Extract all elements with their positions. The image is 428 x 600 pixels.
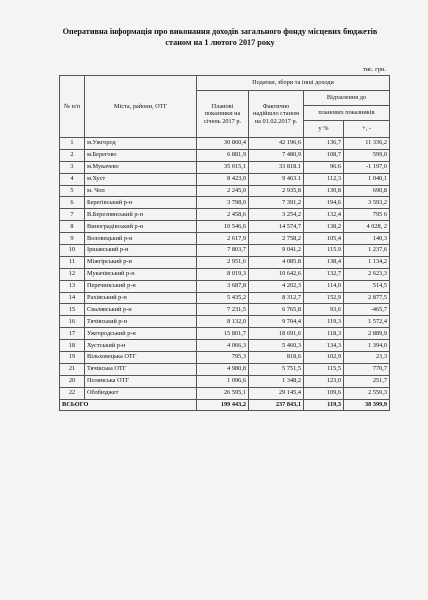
total-percent: 119,3 — [304, 399, 344, 411]
row-diff: 4 028, 2 — [344, 221, 390, 233]
table-row — [60, 352, 390, 364]
row-diff: 2 877,5 — [344, 292, 390, 304]
row-percent: 132,4 — [304, 209, 344, 221]
row-name: Рахівський р-н — [85, 292, 197, 304]
header-city: Міста, райони, ОТГ — [85, 76, 197, 138]
table-row — [60, 173, 390, 185]
table-row — [60, 221, 390, 233]
row-name: м. Чоп — [85, 185, 197, 197]
row-name: Тячівська ОТГ — [85, 363, 197, 375]
row-name: Мукачівський р-н — [85, 268, 197, 280]
header-deviation-sub: планових показників — [304, 106, 390, 121]
row-name: Воловецький р-н — [85, 233, 197, 245]
row-fact: 2 935,8 — [249, 185, 304, 197]
document-title: Оперативна інформація про виконання доходів загального фонду місцевих бюджетів станом на 1 лютого 2017 року — [62, 27, 378, 47]
total-plan: 199 443,2 — [197, 399, 249, 411]
row-plan: 8 019,3 — [197, 268, 249, 280]
table-row — [60, 268, 390, 280]
header-plan: Планові показники на січень 2017 р. — [197, 91, 249, 138]
table-row — [60, 256, 390, 268]
row-number: 20 — [60, 375, 85, 387]
row-diff: 795 6 — [344, 209, 390, 221]
row-fact: 5 751,5 — [249, 363, 304, 375]
row-fact: 9 704,4 — [249, 316, 304, 328]
row-diff: 2 550,3 — [344, 387, 390, 399]
row-percent: 114,0 — [304, 280, 344, 292]
row-name: м.Берегово — [85, 149, 197, 161]
row-fact: 2 758,2 — [249, 233, 304, 245]
row-diff: 2 623,3 — [344, 268, 390, 280]
row-diff: 251,7 — [344, 375, 390, 387]
row-diff: -1 197,0 — [344, 161, 390, 173]
row-number: 19 — [60, 352, 85, 364]
row-number: 7 — [60, 209, 85, 221]
row-fact: 33 818.1 — [249, 161, 304, 173]
row-number: 16 — [60, 316, 85, 328]
row-percent: 138,4 — [304, 256, 344, 268]
total-diff: 38 399,9 — [344, 399, 390, 411]
row-fact: 818,6 — [249, 352, 304, 364]
table-row — [60, 233, 390, 245]
row-plan: 3 687,8 — [197, 280, 249, 292]
header-fact: Фактично надійшло станом на 01.02.2017 р. — [249, 91, 304, 138]
table-row — [60, 138, 390, 150]
header-deviation: Відхилення до — [304, 91, 390, 106]
table-row — [60, 375, 390, 387]
row-diff: 11 336,2 — [344, 138, 390, 150]
row-plan: 15 801,7 — [197, 328, 249, 340]
row-name: Облбюджет — [85, 387, 197, 399]
row-fact: 9 463.1 — [249, 173, 304, 185]
row-number: 10 — [60, 245, 85, 257]
row-percent: 132,7 — [304, 268, 344, 280]
total-row — [60, 399, 390, 411]
row-plan: 4 980,8 — [197, 363, 249, 375]
row-plan: 2 951,6 — [197, 256, 249, 268]
row-diff: 690,8 — [344, 185, 390, 197]
row-number: 12 — [60, 268, 85, 280]
row-percent: 115.9 — [304, 245, 344, 257]
table-row — [60, 245, 390, 257]
row-plan: 10 546,6 — [197, 221, 249, 233]
row-percent: 108,7 — [304, 149, 344, 161]
row-fact: 5 460,3 — [249, 340, 304, 352]
row-number: 21 — [60, 363, 85, 375]
table-row — [60, 292, 390, 304]
row-diff: 514,5 — [344, 280, 390, 292]
row-fact: 42 196,6 — [249, 138, 304, 150]
row-percent: 136,7 — [304, 138, 344, 150]
row-percent: 109,6 — [304, 387, 344, 399]
row-name: Вільховецька ОТГ — [85, 352, 197, 364]
row-percent: 93,6 — [304, 304, 344, 316]
row-number: 15 — [60, 304, 85, 316]
table-row — [60, 316, 390, 328]
row-percent: 105,4 — [304, 233, 344, 245]
table-row — [60, 340, 390, 352]
row-plan: 795,3 — [197, 352, 249, 364]
row-plan: 5 435,2 — [197, 292, 249, 304]
row-diff: 23,3 — [344, 352, 390, 364]
row-number: 17 — [60, 328, 85, 340]
row-fact: 3 254,2 — [249, 209, 304, 221]
row-fact: 4 085.8 — [249, 256, 304, 268]
table-row — [60, 328, 390, 340]
row-name: Свалявський р-н — [85, 304, 197, 316]
table-row — [60, 197, 390, 209]
row-percent: 96.6 — [304, 161, 344, 173]
row-name: Тячівський р-н — [85, 316, 197, 328]
row-percent: 115,5 — [304, 363, 344, 375]
row-plan: 4 066,3 — [197, 340, 249, 352]
row-name: Полянська ОТГ — [85, 375, 197, 387]
row-number: 2 — [60, 149, 85, 161]
row-fact: 1 348,2 — [249, 375, 304, 387]
row-percent: 130,8 — [304, 185, 344, 197]
row-fact: 8 312,7 — [249, 292, 304, 304]
row-number: 6 — [60, 197, 85, 209]
table-row — [60, 149, 390, 161]
table-row — [60, 161, 390, 173]
row-percent: 134,3 — [304, 340, 344, 352]
row-plan: 1 096,6 — [197, 375, 249, 387]
row-plan: 3 798,0 — [197, 197, 249, 209]
row-plan: 6 881,9 — [197, 149, 249, 161]
row-percent: 152,9 — [304, 292, 344, 304]
row-plan: 35 015,1 — [197, 161, 249, 173]
table-row — [60, 209, 390, 221]
row-diff: 140,3 — [344, 233, 390, 245]
row-diff: 1 237,6 — [344, 245, 390, 257]
row-name: Перечинський р-н — [85, 280, 197, 292]
row-diff: 1 040,1 — [344, 173, 390, 185]
row-fact: 6 765,8 — [249, 304, 304, 316]
row-name: Іршавський р-н — [85, 245, 197, 257]
row-diff: 1 572,4 — [344, 316, 390, 328]
header-group: Податки, збори та інші доходи — [197, 76, 390, 91]
row-name: м.Хуст — [85, 173, 197, 185]
row-name: Ужгородський р-н — [85, 328, 197, 340]
row-diff: 1 394,0 — [344, 340, 390, 352]
table-row — [60, 363, 390, 375]
row-name: Хустський р-н — [85, 340, 197, 352]
row-fact: 29 145,4 — [249, 387, 304, 399]
row-plan: 8 132,0 — [197, 316, 249, 328]
row-plan: 8 423,0 — [197, 173, 249, 185]
row-percent: 118,3 — [304, 328, 344, 340]
table-row — [60, 304, 390, 316]
row-plan: 2 617,9 — [197, 233, 249, 245]
row-diff: 3 593,2 — [344, 197, 390, 209]
table-row — [60, 280, 390, 292]
row-name: В.Березнянський р-н — [85, 209, 197, 221]
row-name: м.Ужгород — [85, 138, 197, 150]
row-diff: -465,7 — [344, 304, 390, 316]
row-fact: 7 480,9 — [249, 149, 304, 161]
header-num: № п/п — [60, 76, 85, 138]
row-percent: 102,9 — [304, 352, 344, 364]
row-number: 1 — [60, 138, 85, 150]
total-label: ВСЬОГО — [60, 399, 197, 411]
row-diff: 1 134,2 — [344, 256, 390, 268]
row-plan: 2 245,0 — [197, 185, 249, 197]
row-percent: 138,2 — [304, 221, 344, 233]
row-number: 5 — [60, 185, 85, 197]
row-number: 14 — [60, 292, 85, 304]
revenue-table — [59, 75, 390, 411]
row-number: 18 — [60, 340, 85, 352]
row-percent: 123,0 — [304, 375, 344, 387]
row-fact: 9 041,2 — [249, 245, 304, 257]
row-plan: 30 860,4 — [197, 138, 249, 150]
table-row — [60, 387, 390, 399]
row-percent: 112,3 — [304, 173, 344, 185]
table-row — [60, 185, 390, 197]
row-name: Виноградівський р-н — [85, 221, 197, 233]
row-plan: 26 595,1 — [197, 387, 249, 399]
row-number: 3 — [60, 161, 85, 173]
row-name: Міжгірський р-н — [85, 256, 197, 268]
row-percent: 119,3 — [304, 316, 344, 328]
row-fact: 14 574,7 — [249, 221, 304, 233]
row-plan: 7 803,7 — [197, 245, 249, 257]
units-label: тис. грн. — [362, 66, 386, 73]
row-number: 4 — [60, 173, 85, 185]
row-diff: 599,0 — [344, 149, 390, 161]
row-name: м.Мукачево — [85, 161, 197, 173]
row-number: 13 — [60, 280, 85, 292]
row-fact: 18 691,6 — [249, 328, 304, 340]
row-plan: 7 231,5 — [197, 304, 249, 316]
row-diff: 2 889,9 — [344, 328, 390, 340]
row-fact: 7 391,2 — [249, 197, 304, 209]
row-number: 8 — [60, 221, 85, 233]
row-percent: 194,6 — [304, 197, 344, 209]
row-number: 22 — [60, 387, 85, 399]
row-diff: 770,7 — [344, 363, 390, 375]
row-number: 11 — [60, 256, 85, 268]
row-plan: 2 458,6 — [197, 209, 249, 221]
row-fact: 10 642,6 — [249, 268, 304, 280]
row-name: Берегівський р-н — [85, 197, 197, 209]
total-fact: 237 843,1 — [249, 399, 304, 411]
row-fact: 4 202,3 — [249, 280, 304, 292]
header-abs: +, - — [344, 121, 390, 138]
row-number: 9 — [60, 233, 85, 245]
header-percent: у % — [304, 121, 344, 138]
